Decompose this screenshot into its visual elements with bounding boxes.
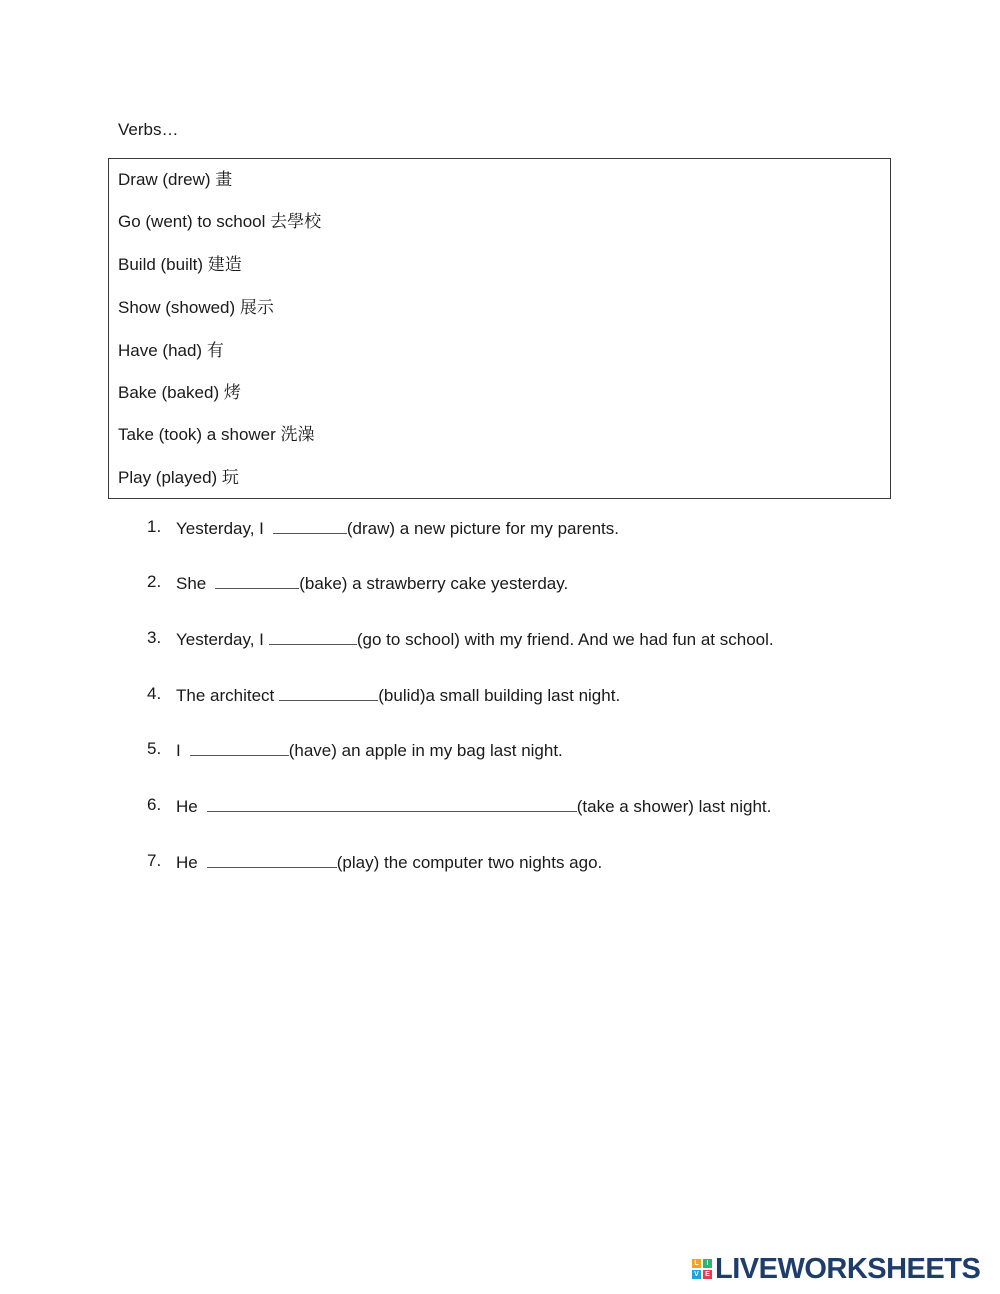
verb-item-have: Have (had) 有 xyxy=(118,341,224,360)
exercise-sentence xyxy=(176,794,771,818)
exercise-item-2 xyxy=(0,571,1000,595)
sentence-before: Yesterday, I xyxy=(176,519,264,538)
answer-blank-3[interactable] xyxy=(269,627,357,645)
exercise-item-7 xyxy=(0,850,1000,874)
exercise-number: 4. xyxy=(147,684,162,703)
exercise-sentence xyxy=(176,683,620,707)
verb-item-build: Build (built) 建造 xyxy=(118,255,242,274)
exercise-item-1 xyxy=(0,516,1000,540)
logo-square: L xyxy=(692,1259,701,1268)
exercise-number: 6. xyxy=(147,795,162,814)
exercise-sentence xyxy=(176,627,774,651)
answer-blank-5[interactable] xyxy=(190,738,289,756)
exercise-sentence xyxy=(176,738,563,762)
answer-blank-7[interactable] xyxy=(207,850,337,868)
sentence-after: (bake) a strawberry cake yesterday. xyxy=(299,574,569,593)
logo-square: I xyxy=(703,1259,712,1268)
sentence-after: (play) the computer two nights ago. xyxy=(336,853,603,872)
exercise-number: 7. xyxy=(147,851,162,870)
exercise-sentence xyxy=(176,571,568,595)
worksheet-title: Verbs… xyxy=(118,120,179,139)
logo-text: LIVEWORKSHEETS xyxy=(715,1252,981,1285)
exercise-number: 3. xyxy=(147,628,162,647)
answer-blank-4[interactable] xyxy=(279,683,378,701)
verb-item-take: Take (took) a shower 洗澡 xyxy=(118,425,315,444)
sentence-before: He xyxy=(176,797,198,816)
sentence-after: (bulid)a small building last night. xyxy=(378,686,621,705)
exercise-number: 1. xyxy=(147,517,162,536)
logo-square: E xyxy=(703,1270,712,1279)
exercise-item-3 xyxy=(0,627,1000,651)
logo-squares-icon xyxy=(692,1259,712,1279)
verb-item-go: Go (went) to school 去學校 xyxy=(118,212,322,231)
exercise-item-4 xyxy=(0,683,1000,707)
logo-square: V xyxy=(692,1270,701,1279)
verb-reference-box xyxy=(108,158,891,499)
sentence-after: (take a shower) last night. xyxy=(576,797,772,816)
answer-blank-1[interactable] xyxy=(273,516,347,534)
exercise-item-5 xyxy=(0,738,1000,762)
exercise-number: 5. xyxy=(147,739,162,758)
exercise-sentence xyxy=(176,516,619,540)
sentence-before: Yesterday, I xyxy=(176,630,264,649)
answer-blank-2[interactable] xyxy=(215,571,299,589)
verb-item-show: Show (showed) 展示 xyxy=(118,298,274,317)
sentence-before: He xyxy=(176,853,198,872)
sentence-after: (draw) a new picture for my parents. xyxy=(346,519,619,538)
verb-item-bake: Bake (baked) 烤 xyxy=(118,383,241,402)
sentence-before: She xyxy=(176,574,207,593)
sentence-before: The architect xyxy=(176,686,275,705)
sentence-after: (have) an apple in my bag last night. xyxy=(288,741,563,760)
liveworksheets-logo xyxy=(692,1254,980,1284)
exercise-number: 2. xyxy=(147,572,162,591)
exercise-sentence xyxy=(176,850,602,874)
sentence-after: (go to school) with my friend. And we had fun at school. xyxy=(356,630,774,649)
answer-blank-6[interactable] xyxy=(207,794,577,812)
verb-item-draw: Draw (drew) 畫 xyxy=(118,170,233,189)
verb-item-play: Play (played) 玩 xyxy=(118,468,239,487)
exercise-item-6 xyxy=(0,794,1000,818)
sentence-before: I xyxy=(176,741,181,760)
